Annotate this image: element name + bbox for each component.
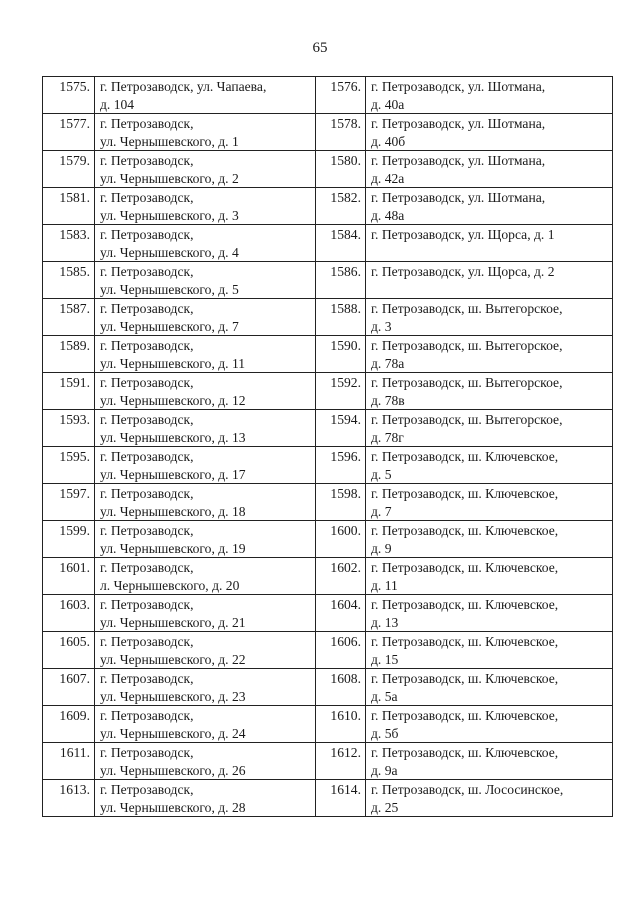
address-right [366, 669, 613, 706]
address-table-body [43, 77, 613, 817]
address-line: ул. Чернышевского, д. 24 [100, 725, 246, 741]
table-row [43, 706, 613, 743]
address-right [366, 632, 613, 669]
table-row [43, 558, 613, 595]
table-row [43, 336, 613, 373]
address-line: ул. Чернышевского, д. 2 [100, 170, 239, 186]
address-left [95, 262, 316, 299]
address-line: г. Петрозаводск, [100, 153, 194, 168]
address-line: г. Петрозаводск, [100, 412, 194, 427]
address-line: г. Петрозаводск, ш. Ключевское, [371, 634, 559, 649]
address-left [95, 632, 316, 669]
entry-number-left: 1607. [43, 669, 95, 706]
address-line: ул. Чернышевского, д. 22 [100, 651, 246, 667]
table-row [43, 447, 613, 484]
entry-number-right: 1592. [316, 373, 366, 410]
address-left [95, 336, 316, 373]
address-line: г. Петрозаводск, ш. Ключевское, [371, 486, 559, 501]
table-row [43, 484, 613, 521]
address-left [95, 743, 316, 780]
table-row [43, 595, 613, 632]
address-right [366, 780, 613, 817]
address-line: г. Петрозаводск, [100, 375, 194, 390]
address-left [95, 151, 316, 188]
entry-number-right: 1614. [316, 780, 366, 817]
address-line: г. Петрозаводск, [100, 671, 194, 686]
address-right [366, 225, 613, 262]
address-line: ул. Чернышевского, д. 1 [100, 133, 239, 149]
entry-number-left: 1601. [43, 558, 95, 595]
entry-number-left: 1613. [43, 780, 95, 817]
table-row [43, 151, 613, 188]
address-line: д. 5а [371, 688, 398, 704]
entry-number-right: 1584. [316, 225, 366, 262]
address-line: г. Петрозаводск, [100, 597, 194, 612]
address-line: г. Петрозаводск, ш. Лососинское, [371, 782, 564, 797]
entry-number-right: 1582. [316, 188, 366, 225]
entry-number-right: 1594. [316, 410, 366, 447]
address-left [95, 447, 316, 484]
entry-number-right: 1604. [316, 595, 366, 632]
address-line: г. Петрозаводск, [100, 190, 194, 205]
address-line: г. Петрозаводск, ул. Щорса, д. 2 [371, 264, 555, 279]
address-line: г. Петрозаводск, [100, 338, 194, 353]
address-left [95, 706, 316, 743]
address-line: д. 40б [371, 133, 406, 149]
entry-number-left: 1603. [43, 595, 95, 632]
entry-number-left: 1589. [43, 336, 95, 373]
address-line: г. Петрозаводск, [100, 301, 194, 316]
address-right [366, 558, 613, 595]
address-line: ул. Чернышевского, д. 18 [100, 503, 246, 519]
address-line: ул. Чернышевского, д. 28 [100, 799, 246, 815]
entry-number-left: 1583. [43, 225, 95, 262]
address-right [366, 151, 613, 188]
address-line: д. 104 [100, 96, 135, 112]
address-right [366, 410, 613, 447]
address-line: г. Петрозаводск, [100, 116, 194, 131]
address-left [95, 484, 316, 521]
table-row [43, 669, 613, 706]
table-row [43, 262, 613, 299]
address-left [95, 558, 316, 595]
address-line: ул. Чернышевского, д. 23 [100, 688, 246, 704]
address-line: д. 15 [371, 651, 399, 667]
address-line: г. Петрозаводск, ул. Шотмана, [371, 79, 546, 94]
entry-number-left: 1599. [43, 521, 95, 558]
table-row [43, 188, 613, 225]
address-line: д. 13 [371, 614, 399, 630]
entry-number-right: 1602. [316, 558, 366, 595]
address-right [366, 706, 613, 743]
entry-number-left: 1585. [43, 262, 95, 299]
entry-number-left: 1591. [43, 373, 95, 410]
address-line: д. 5 [371, 466, 392, 482]
address-line: г. Петрозаводск, ш. Ключевское, [371, 560, 559, 575]
table-row [43, 225, 613, 262]
address-line: ул. Чернышевского, д. 12 [100, 392, 246, 408]
address-line: г. Петрозаводск, [100, 634, 194, 649]
address-line: г. Петрозаводск, [100, 486, 194, 501]
entry-number-right: 1606. [316, 632, 366, 669]
entry-number-right: 1580. [316, 151, 366, 188]
address-line: ул. Чернышевского, д. 4 [100, 244, 239, 260]
address-right [366, 262, 613, 299]
address-left [95, 595, 316, 632]
address-line: г. Петрозаводск, ш. Ключевское, [371, 449, 559, 464]
address-line: г. Петрозаводск, [100, 523, 194, 538]
entry-number-left: 1593. [43, 410, 95, 447]
address-line: ул. Чернышевского, д. 26 [100, 762, 246, 778]
address-line: д. 25 [371, 799, 399, 815]
address-line: ул. Чернышевского, д. 5 [100, 281, 239, 297]
address-right [366, 188, 613, 225]
address-line: д. 48а [371, 207, 405, 223]
address-left [95, 373, 316, 410]
address-left [95, 114, 316, 151]
entry-number-right: 1608. [316, 669, 366, 706]
entry-number-left: 1579. [43, 151, 95, 188]
address-left [95, 225, 316, 262]
entry-number-right: 1586. [316, 262, 366, 299]
address-line: ул. Чернышевского, д. 21 [100, 614, 246, 630]
address-line: д. 3 [371, 318, 392, 334]
address-line: г. Петрозаводск, ш. Вытегорское, [371, 301, 563, 316]
entry-number-left: 1577. [43, 114, 95, 151]
entry-number-left: 1597. [43, 484, 95, 521]
address-line: л. Чернышевского, д. 20 [100, 577, 240, 593]
table-row [43, 521, 613, 558]
address-left [95, 410, 316, 447]
entry-number-right: 1598. [316, 484, 366, 521]
entry-number-right: 1600. [316, 521, 366, 558]
address-line: г. Петрозаводск, ул. Шотмана, [371, 153, 546, 168]
entry-number-right: 1576. [316, 77, 366, 114]
address-right [366, 521, 613, 558]
table-row [43, 114, 613, 151]
table-row [43, 632, 613, 669]
address-line: г. Петрозаводск, [100, 449, 194, 464]
address-line: г. Петрозаводск, ул. Чапаева, [100, 79, 267, 94]
address-line: г. Петрозаводск, ш. Ключевское, [371, 523, 559, 538]
page-number: 65 [312, 40, 328, 56]
entry-number-left: 1611. [43, 743, 95, 780]
entry-number-right: 1588. [316, 299, 366, 336]
address-line: г. Петрозаводск, ш. Ключевское, [371, 745, 559, 760]
address-right [366, 77, 613, 114]
table-row [43, 373, 613, 410]
table-row [43, 77, 613, 114]
address-line: г. Петрозаводск, [100, 264, 194, 279]
entry-number-right: 1578. [316, 114, 366, 151]
address-right [366, 299, 613, 336]
table-row [43, 780, 613, 817]
address-line: г. Петрозаводск, ш. Вытегорское, [371, 375, 563, 390]
address-line: г. Петрозаводск, ул. Щорса, д. 1 [371, 227, 555, 242]
address-line: д. 9а [371, 762, 398, 778]
address-line: ул. Чернышевского, д. 11 [100, 355, 246, 371]
address-right [366, 373, 613, 410]
address-right [366, 595, 613, 632]
address-line: г. Петрозаводск, [100, 782, 194, 797]
entry-number-right: 1590. [316, 336, 366, 373]
address-line: г. Петрозаводск, ш. Ключевское, [371, 671, 559, 686]
table-row [43, 299, 613, 336]
address-line: ул. Чернышевского, д. 7 [100, 318, 239, 334]
address-left [95, 77, 316, 114]
address-line: д. 42а [371, 170, 405, 186]
address-line: г. Петрозаводск, ш. Ключевское, [371, 597, 559, 612]
address-right [366, 484, 613, 521]
entry-number-left: 1587. [43, 299, 95, 336]
address-right [366, 114, 613, 151]
address-line: г. Петрозаводск, ш. Вытегорское, [371, 338, 563, 353]
entry-number-left: 1595. [43, 447, 95, 484]
address-left [95, 780, 316, 817]
entry-number-left: 1581. [43, 188, 95, 225]
address-line: д. 78г [371, 429, 404, 445]
entry-number-right: 1612. [316, 743, 366, 780]
address-line: ул. Чернышевского, д. 13 [100, 429, 246, 445]
address-line: г. Петрозаводск, [100, 745, 194, 760]
address-line: г. Петрозаводск, [100, 227, 194, 242]
address-line: ул. Чернышевского, д. 3 [100, 207, 239, 223]
address-left [95, 188, 316, 225]
address-table-container [42, 76, 612, 817]
address-line: д. 78в [371, 392, 405, 408]
address-left [95, 669, 316, 706]
address-line: д. 9 [371, 540, 392, 556]
address-line: ул. Чернышевского, д. 19 [100, 540, 246, 556]
address-line: д. 40а [371, 96, 405, 112]
table-row [43, 410, 613, 447]
address-line: г. Петрозаводск, ул. Шотмана, [371, 116, 546, 131]
address-right [366, 447, 613, 484]
address-line: ул. Чернышевского, д. 17 [100, 466, 246, 482]
entry-number-left: 1609. [43, 706, 95, 743]
entry-number-right: 1596. [316, 447, 366, 484]
address-table [42, 76, 613, 817]
entry-number-left: 1605. [43, 632, 95, 669]
address-line: д. 78а [371, 355, 405, 371]
address-line: г. Петрозаводск, ш. Вытегорское, [371, 412, 563, 427]
address-left [95, 299, 316, 336]
entry-number-left: 1575. [43, 77, 95, 114]
address-line: г. Петрозаводск, ул. Шотмана, [371, 190, 546, 205]
address-line: г. Петрозаводск, [100, 708, 194, 723]
address-line: д. 5б [371, 725, 399, 741]
address-line: г. Петрозаводск, ш. Ключевское, [371, 708, 559, 723]
address-right [366, 336, 613, 373]
address-line: г. Петрозаводск, [100, 560, 194, 575]
table-row [43, 743, 613, 780]
address-right [366, 743, 613, 780]
address-line: д. 11 [371, 577, 398, 593]
address-left [95, 521, 316, 558]
entry-number-right: 1610. [316, 706, 366, 743]
address-line: д. 7 [371, 503, 392, 519]
